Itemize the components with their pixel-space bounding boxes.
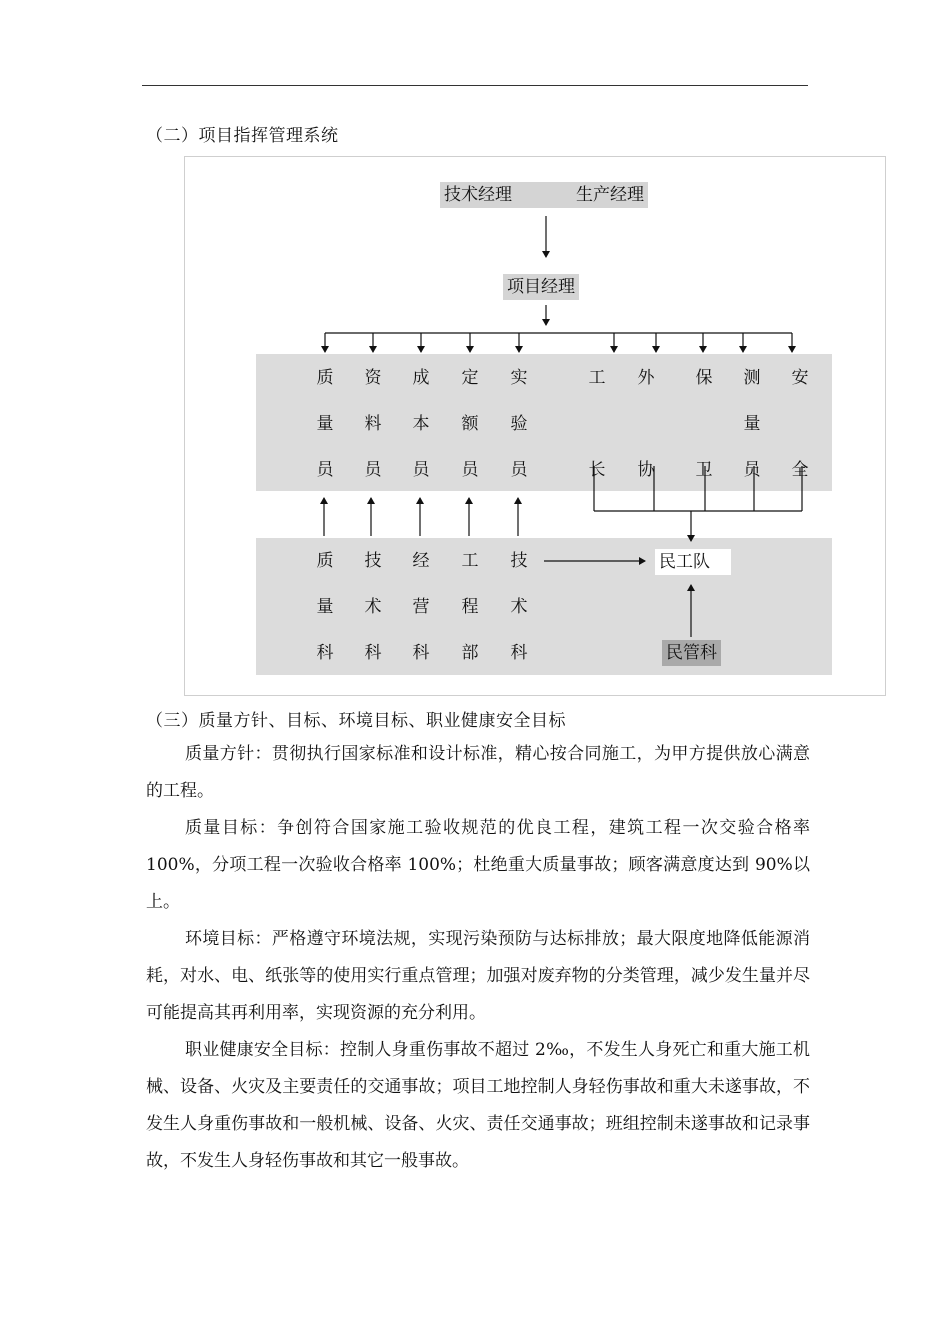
section-2-heading: （二）项目指挥管理系统	[146, 126, 339, 146]
section-3-body	[146, 736, 810, 1180]
quality-policy-paragraph: 质量方针：贯彻执行国家标准和设计标准，精心按合同施工，为甲方提供放心满意的工程。	[146, 744, 810, 801]
ohs-goal-paragraph: 职业健康安全目标：控制人身重伤事故不超过 2‰，不发生人身死亡和重大施工机械、设备、火灾及主要责任的交通事故；项目工地控制人身轻伤事故和重大未遂事故，不发生人身重伤事故和一般机械、设备、火灾、责任交通事故；班组控制未遂事故和记录事故，不发生人身轻伤事故和其它一般事故。	[146, 1040, 810, 1171]
environment-goal-paragraph: 环境目标：严格遵守环境法规，实现污染预防与达标排放；最大限度地降低能源消耗，对水、电、纸张等的使用实行重点管理；加强对废弃物的分类管理，减少发生量并尽可能提高其再利用率，实现资源的充分利用。	[146, 929, 810, 1023]
labor-office-box: 民管科	[662, 640, 721, 666]
section-3-heading: （三）质量方针、目标、环境目标、职业健康安全目标	[146, 711, 566, 731]
labor-team-box: 民工队	[655, 549, 731, 575]
project-manager-box: 项目经理	[503, 274, 579, 300]
tech-manager-box: 技术经理	[440, 182, 546, 208]
production-manager-box: 生产经理	[538, 182, 648, 208]
quality-goal-paragraph: 质量目标：争创符合国家施工验收规范的优良工程，建筑工程一次交验合格率 100%，分项工程一次验收合格率 100%；杜绝重大质量事故；顾客满意度达到 90%以上。	[146, 818, 810, 912]
